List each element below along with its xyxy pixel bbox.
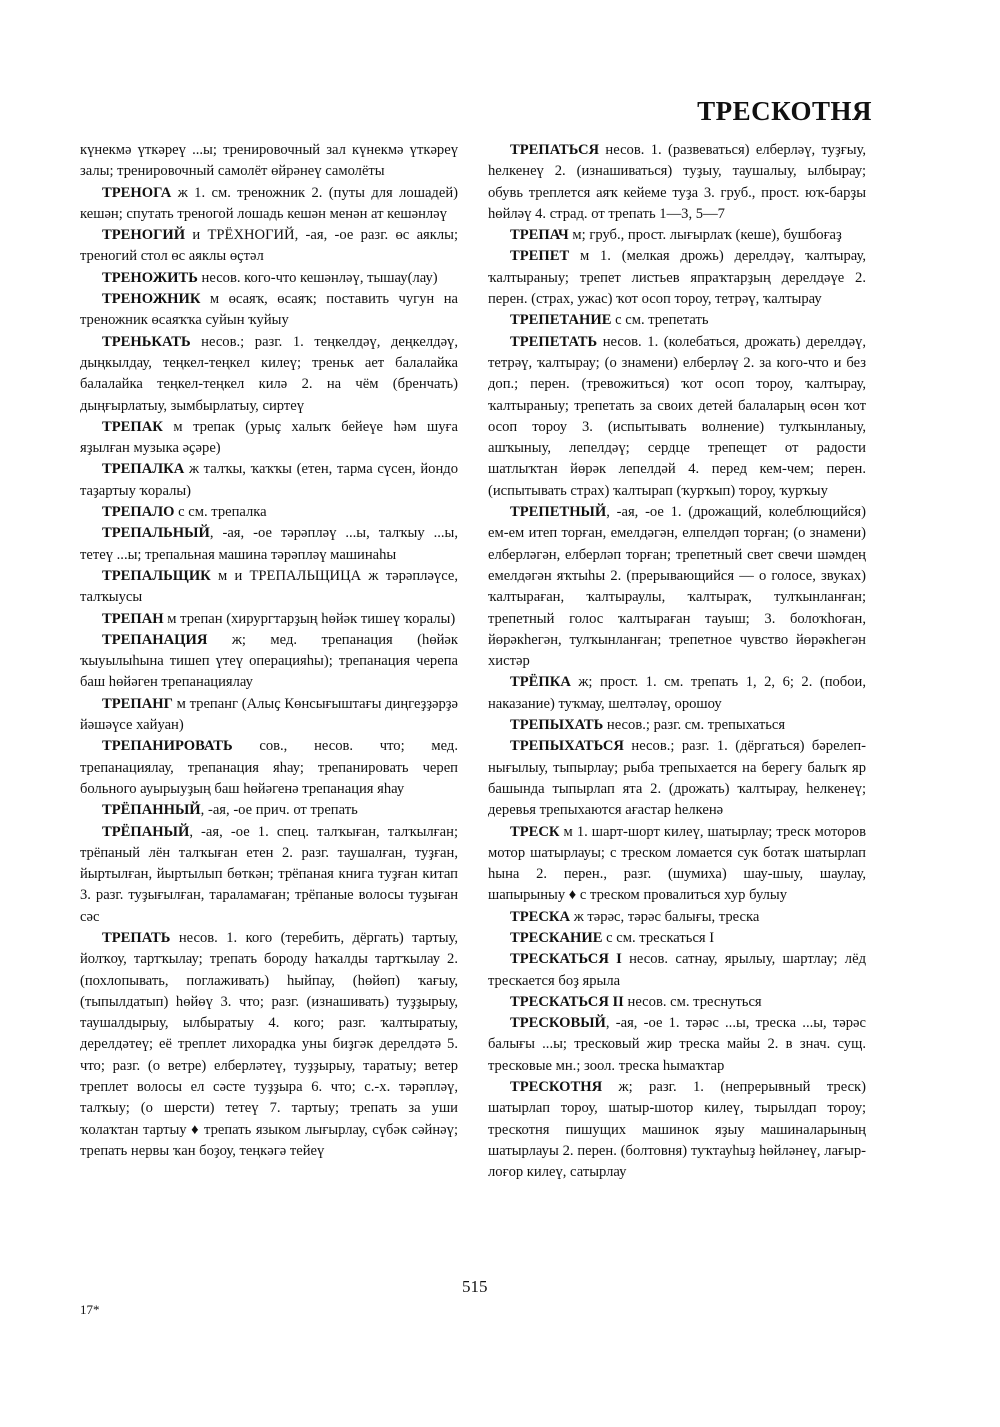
headword: ТРЕПАНИРОВАТЬ bbox=[102, 738, 233, 755]
dictionary-entry bbox=[488, 907, 866, 928]
dictionary-entry bbox=[488, 715, 866, 736]
dictionary-entry bbox=[80, 459, 458, 502]
right-column bbox=[488, 140, 866, 1184]
dictionary-entry bbox=[488, 140, 866, 225]
dictionary-entry bbox=[488, 672, 866, 715]
headword: ТРЕПЫХАТЬ bbox=[510, 717, 604, 734]
entry-text: , -ая, -ое тәрәпләү ...ы, талҡыу ...ы, тетеү ...ы; трепальная машина тәрәпләү машинаһы bbox=[80, 525, 458, 563]
dictionary-entry bbox=[80, 332, 458, 417]
dictionary-entry bbox=[80, 736, 458, 800]
headword: ТРЕСКА bbox=[510, 908, 571, 925]
headword: ТРЕСК bbox=[510, 823, 560, 840]
headword: ТРЕСКОВЫЙ bbox=[510, 1015, 606, 1032]
headword: ТРЕСКАНИЕ bbox=[510, 929, 603, 946]
left-column bbox=[80, 140, 458, 1162]
dictionary-entry bbox=[80, 630, 458, 694]
headword: ТРЕПАК bbox=[102, 418, 163, 435]
headword: ТРЕСКОТНЯ bbox=[510, 1079, 603, 1096]
headword: ТРЕПАЛЬЩИК bbox=[102, 567, 211, 584]
dictionary-entry bbox=[80, 694, 458, 737]
headword: ТРЁПАНЫЙ bbox=[102, 823, 190, 840]
dictionary-entry bbox=[80, 928, 458, 1162]
entry-text: м трепак (урыҫ халыҡ бейеүе һәм шуға яҙылған музыка әҫәре) bbox=[80, 418, 458, 457]
entry-text: м; груб., прост. лығырлаҡ (кеше), бушбоғаҙ bbox=[568, 227, 842, 244]
dictionary-entry bbox=[80, 417, 458, 460]
entry-text: , -ая, -ое прич. от трепать bbox=[200, 802, 358, 819]
headword: ТРЕПЫХАТЬСЯ bbox=[510, 738, 624, 755]
headword: ТРЕПЕТ bbox=[510, 248, 570, 265]
running-head: ТРЕСКОТНЯ bbox=[697, 96, 872, 126]
entry-text: несов. 1. (развеваться) елберләү, туҙғыу, һелкенеү 2. (изнашиваться) туҙыу, таушалыу, ылбырау; обувь треплется аяҡ кейеме туҙа 3. груб., прост. юҡ-барҙы һөйләү 4. страд. от трепать 1—3, 5—7 bbox=[488, 142, 866, 222]
entry-text: ж; мед. трепанация (һөйәк ҡыуылыһына тишеп үтеү операцияһы); трепанация черепа баш һөйәген трепанациялау bbox=[80, 631, 458, 691]
entry-text: , -ая, -ое 1. тәрәс ...ы, треска ...ы, тәрәс балығы ...ы; тресковый жир треска майы 2. в знач. сущ. тресковые мн.; зоол. треска һымаҡтар bbox=[488, 1015, 866, 1074]
headword: ТРЕПАЧ bbox=[510, 227, 569, 244]
headword: ТРЕНОЖНИК bbox=[102, 291, 201, 308]
dictionary-entry bbox=[488, 502, 866, 672]
entry-text: несов.; разг. 1. теңкелдәү, деңкелдәү, дыңкылдау, теңкел-теңкел килеү; треньк ает балалайка балалайка теңкел-теңкел килә 2. на чём (бренчать) дыңғырлатыу, зымбырлатыу, сиртеү bbox=[80, 333, 458, 414]
dictionary-entry bbox=[80, 566, 458, 609]
entry-text: с см. трескаться I bbox=[602, 929, 715, 946]
entry-text: несов. см. треснуться bbox=[623, 993, 762, 1010]
headword: ТРЕПАЛО bbox=[102, 504, 175, 521]
dictionary-entry bbox=[80, 140, 458, 183]
headword: ТРЁПАННЫЙ bbox=[102, 802, 201, 819]
headword: ТРЕНЬКАТЬ bbox=[102, 333, 191, 350]
entry-text: несов. 1. кого (теребить, дёргать) тартыу, йолҡоу, тартҡылау; трепать бороду һаҡалды тартҡылау 2. (похлопывать, поглаживать) һыйпау, (һөйөп) ҡағыу, (тыпылдатып) һөйөү 3. что; разг. (изнашивать) туҙҙырыу, таушалдырыу, ылбыратыу 4. кого; разг. ҡалтыратыу, дерелдәтеү; её треплет лихорадка уны биҙгәк дерелдәтә 5. что; разг. (о ветре) елберләтеү, туҙҙырыу, таратыу; ветер треплет волосы ел сәсте туҙҙыра 6. что; с.-х. тәрәпләү, талҡыу; (о шерсти) тетеү 7. тартыу; трепать за уши ҡолаҡтан тартыу ♦ трепать языком лығырлау, сүбәк сәйнәү; трепать нервы ҡан боҙоу, теңкәгә тейеү bbox=[80, 929, 458, 1159]
entry-text: м өсаяҡ, өсаяҡ; поставить чугун на треножник өсаяҡҡа суйын ҡуйыу bbox=[80, 291, 458, 329]
dictionary-entry bbox=[488, 822, 866, 907]
entry-text: , -ая, -ое 1. (дрожащий, колеблющийся) ем-ем итеп торған, емелдәгән, елпелдәп торған; (о знамени) елберләгән, елберләп торған; трепетный свет свечи шәмдең емелдәгән яҡтыһы 2. (прерывающийся — о голосе, звуках) ҡалтыраған, ҡалтыраулы, ҡалтыраҡ, тулҡынланған; трепетный голос ҡалтыраған тауыш; 3. болоҡһоған, йөрәкһегән, тулҡынланған; трепетное чувство йөрәкһегән хистәр bbox=[488, 504, 866, 670]
dictionary-entry bbox=[488, 949, 866, 992]
dictionary-entry bbox=[80, 800, 458, 821]
headword: ТРЕНОГА bbox=[102, 184, 172, 201]
dictionary-entry bbox=[488, 310, 866, 331]
entry-text: күнекмә үткәреү ...ы; тренировочный зал күнекмә үткәреү залы; тренировочный самолёт өйрәнеү самолёты bbox=[80, 142, 458, 180]
headword: ТРЕПАЛЬНЫЙ bbox=[102, 525, 210, 542]
entry-text: с см. трепалка bbox=[174, 504, 267, 521]
entry-text: ж 1. см. треножник 2. (путы для лошадей) кешән; спутать треногой лошадь кешән менән ат кешәнләү bbox=[80, 184, 458, 222]
dictionary-entry bbox=[80, 183, 458, 226]
signature-mark: 17* bbox=[80, 1302, 100, 1317]
entry-text: м трепанг (Алыҫ Көнсығыштағы диңгеҙҙәрҙә йәшәүсе хайуан) bbox=[80, 695, 458, 734]
dictionary-entry bbox=[488, 332, 866, 502]
page-number: 515 bbox=[462, 1277, 488, 1296]
dictionary-entry bbox=[80, 609, 458, 630]
entry-text: м 1. (мелкая дрожь) дерелдәү, ҡалтырау, ҡалтыраныу; трепет листьев япраҡтарҙың дерелдәүе 2. перен. (страх, ужас) ҡот осоп тороу, тетрәү, ҡалтырау bbox=[488, 248, 866, 308]
entry-text: м 1. шарт-шорт килеү, шатырлау; треск моторов мотор шатырлауы; с треском ломается сук ботаҡ шатырлап һына 2. перен., разг. (шумиха) шау-шыу, шаулау, шапырыныу ♦ с треском провалиться хур булыу bbox=[488, 823, 866, 904]
entry-text: ж тәрәс, тәрәс балығы, треска bbox=[570, 908, 760, 925]
dictionary-entry bbox=[488, 225, 866, 246]
dictionary-entry bbox=[488, 1013, 866, 1077]
entry-text: , -ая, -ое 1. спец. талҡыған, талҡылған; трёпаный лён талҡыған етен 2. разг. таушалған, туҙған, йыртылған, йыртылып бөткән; трёпаная книга туҙған китап 3. разг. туҙығылған, тараламаған; трёпаные волосы туҙыған сәс bbox=[80, 823, 458, 925]
headword: ТРЕНОЖИТЬ bbox=[102, 269, 198, 286]
headword: ТРЕПЕТАТЬ bbox=[510, 333, 598, 350]
headword: ТРЁПКА bbox=[510, 674, 571, 691]
headword: ТРЕПЕТНЫЙ bbox=[510, 504, 607, 521]
entry-text: ж талҡы, ҡаҡҡы (етен, тарма сүсен, йондо таҙартыу ҡоралы) bbox=[80, 461, 458, 499]
entry-text: с см. трепетать bbox=[611, 312, 709, 329]
headword: ТРЕСКАТЬСЯ I bbox=[510, 951, 622, 968]
entry-text: ж; прост. 1. см. трепать 1, 2, 6; 2. (побои, наказание) туҡмау, шелтәләү, орошоу bbox=[488, 674, 866, 712]
dictionary-entry bbox=[488, 246, 866, 310]
entry-text: несов. 1. (колебаться, дрожать) дерелдәү, тетрәү, ҡалтырау; (о знамени) елберләү 2. за кого-что и без доп.; перен. (тревожиться) ҡот осоп тороу, ҡалтырау, ҡалтыраныу; трепетать за своих детей балаларың өсөн ҡот осоп тороу 3. (испытывать волнение) тулҡынланыу, ашҡыныу, лепелдәү; сердце трепещет от радости шатлыҡтан йөрәк лепелдәй 4. перед кем-чем; перен. (испытывать страх) ҡалтырап (ҡурҡып) тороу, ҡурҡыу bbox=[488, 333, 866, 499]
dictionary-entry bbox=[488, 736, 866, 821]
headword: ТРЕПАНГ bbox=[102, 695, 173, 712]
dictionary-entry bbox=[80, 268, 458, 289]
entry-text: несов.; разг. см. трепыхаться bbox=[603, 717, 786, 734]
entry-text: м и ТРЕПАЛЬЩИЦА ж тәрәпләүсе, талҡыусы bbox=[80, 567, 458, 606]
dictionary-entry bbox=[80, 502, 458, 523]
headword: ТРЕНОГИЙ bbox=[102, 227, 186, 244]
dictionary-entry bbox=[80, 523, 458, 566]
headword: ТРЕСКАТЬСЯ II bbox=[510, 993, 624, 1010]
dictionary-entry bbox=[488, 1077, 866, 1183]
headword: ТРЕПАЛКА bbox=[102, 461, 185, 478]
entry-text: сов., несов. что; мед. трепанациялау, трепанация яһау; трепанировать череп больного ауырыуҙың баш һөйәгенә трепанация яһау bbox=[80, 738, 458, 797]
entry-text: и ТРЁХНОГИЙ, -ая, -ое разг. өс аяклы; треногий стол өс аяклы өҫтәл bbox=[80, 227, 458, 265]
entry-text: несов. сатнау, ярылыу, шартлау; лёд трескается боҙ ярыла bbox=[488, 951, 866, 989]
dictionary-entry bbox=[488, 928, 866, 949]
entry-text: м трепан (хирургтарҙың һөйәк тишеү ҡоралы) bbox=[163, 610, 456, 627]
dictionary-entry bbox=[80, 822, 458, 928]
entry-text: несов. кого-что кешәнләү, тышау(лау) bbox=[197, 269, 438, 286]
headword: ТРЕПЕТАНИЕ bbox=[510, 312, 612, 329]
entry-text: несов.; разг. 1. (дёргаться) бәрелеп-нығылыу, тыпырлау; рыба трепыхается на берегу балыҡ яр башында тыпырлап ята 2. (дрожать) ҡалтырау, һелкенеү; деревья трепыхаются ағастар һелкенә bbox=[488, 738, 866, 819]
dictionary-entry bbox=[80, 225, 458, 268]
headword: ТРЕПАН bbox=[102, 610, 164, 627]
headword: ТРЕПАТЬ bbox=[102, 929, 171, 946]
dictionary-entry bbox=[80, 289, 458, 332]
entry-text: ж; разг. 1. (непрерывный треск) шатырлап тороу, шатыр-шотор килеү, тырылдап тороу; трескотня пишущих машинок яҙыу машиналарының шатырлауы 2. перен. (болтовня) туҡтауһыҙ һөйләнеү, лағыр-лоғор килеү, сатырлау bbox=[488, 1079, 866, 1181]
headword: ТРЕПАНАЦИЯ bbox=[102, 631, 208, 648]
headword: ТРЕПАТЬСЯ bbox=[510, 142, 600, 158]
dictionary-entry bbox=[488, 992, 866, 1013]
